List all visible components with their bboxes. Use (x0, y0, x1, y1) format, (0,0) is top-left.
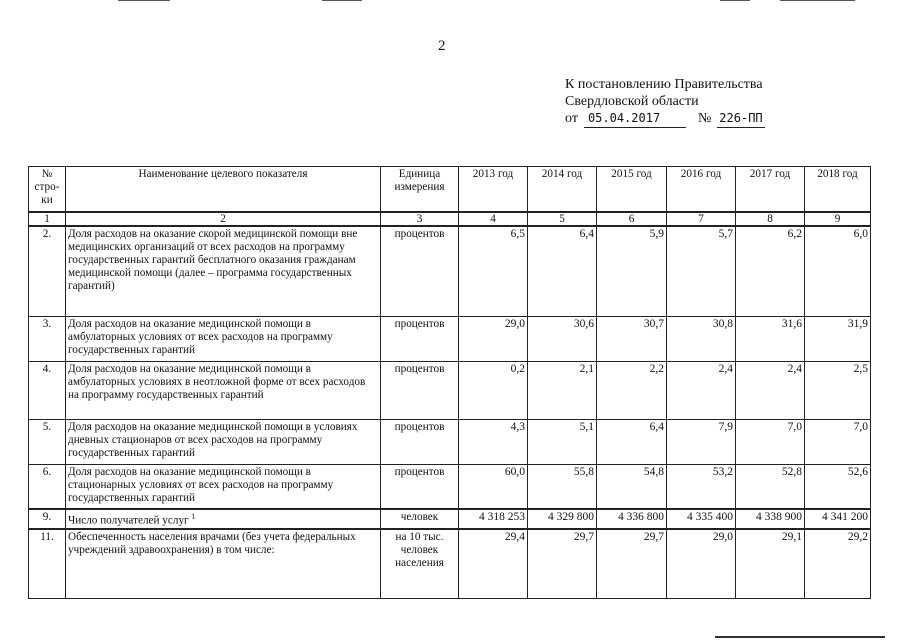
column-index: 2 (66, 212, 381, 226)
value-cell: 6,4 (597, 419, 667, 464)
row-number: 5. (29, 419, 66, 464)
value-cell: 2,4 (736, 361, 805, 419)
row-number: 11. (29, 529, 66, 599)
indicator-name: Доля расходов на оказание медицинской помощи в стационарных условиях от всех расходов на программу государственных гарантий (66, 464, 381, 509)
indicator-name-text: Число получателей услуг (68, 514, 189, 527)
value-cell: 7,0 (736, 419, 805, 464)
unit-cell: процентов (381, 361, 459, 419)
unit-cell: на 10 тыс. человек населения (381, 529, 459, 599)
row-number: 3. (29, 316, 66, 361)
scan-artifact (720, 0, 750, 1)
table-row (29, 361, 871, 419)
column-index: 7 (667, 212, 736, 226)
header-year-2017: 2017 год (736, 167, 805, 213)
value-cell: 4 318 253 (459, 509, 528, 529)
value-cell: 6,0 (805, 226, 871, 316)
value-cell: 60,0 (459, 464, 528, 509)
scan-artifact (322, 0, 362, 1)
value-cell: 2,1 (528, 361, 597, 419)
decree-line-2: Свердловской области (565, 94, 699, 109)
decree-number: 226-ПП (717, 110, 765, 128)
decree-date-line (565, 110, 765, 128)
value-cell: 6,2 (736, 226, 805, 316)
table-row (29, 509, 871, 529)
value-cell: 29,0 (459, 316, 528, 361)
value-cell: 54,8 (597, 464, 667, 509)
indicator-name: Доля расходов на оказание медицинской помощи в амбулаторных условиях в неотложной форме от всех расходов на программу государственных гарантий (66, 361, 381, 419)
value-cell: 4 336 800 (597, 509, 667, 529)
indicator-name: Доля расходов на оказание медицинской помощи в условиях дневных стационаров от всех расходов на программу государственных гарантий (66, 419, 381, 464)
row-number: 9. (29, 509, 66, 529)
value-cell: 30,6 (528, 316, 597, 361)
table-row (29, 226, 871, 316)
value-cell: 29,7 (528, 529, 597, 599)
column-index: 4 (459, 212, 528, 226)
value-cell: 4 341 200 (805, 509, 871, 529)
table-row (29, 419, 871, 464)
unit-cell: процентов (381, 316, 459, 361)
value-cell: 5,7 (667, 226, 736, 316)
date-prefix: от (565, 111, 578, 126)
unit-cell: процентов (381, 226, 459, 316)
indicator-name (66, 509, 381, 529)
value-cell: 29,1 (736, 529, 805, 599)
column-index: 3 (381, 212, 459, 226)
value-cell: 30,7 (597, 316, 667, 361)
value-cell: 5,1 (528, 419, 597, 464)
table-row (29, 529, 871, 599)
value-cell: 5,9 (597, 226, 667, 316)
value-cell: 31,6 (736, 316, 805, 361)
row-number: 6. (29, 464, 66, 509)
value-cell: 2,5 (805, 361, 871, 419)
indicator-name: Доля расходов на оказание медицинской помощи в амбулаторных условиях от всех расходов на программу государственных гарантий (66, 316, 381, 361)
header-year-2015: 2015 год (597, 167, 667, 213)
column-index-row (29, 212, 871, 226)
row-number: 2. (29, 226, 66, 316)
unit-cell: процентов (381, 464, 459, 509)
value-cell: 53,2 (667, 464, 736, 509)
column-index: 6 (597, 212, 667, 226)
value-cell: 7,0 (805, 419, 871, 464)
indicator-name: Доля расходов на оказание скорой медицинской помощи вне медицинских организаций от всех расходов на программу государственных гарантий бесплатного оказания гражданам медицинской помощи (далее – программа государственных гарантий) (66, 226, 381, 316)
decree-line-1: К постановлению Правительства (565, 77, 763, 92)
bottom-stroke (715, 636, 885, 638)
header-year-2018: 2018 год (805, 167, 871, 213)
footnote-mark: 1 (191, 512, 196, 521)
value-cell: 6,4 (528, 226, 597, 316)
number-label: № (697, 111, 712, 126)
decree-date: 05.04.2017 (584, 110, 686, 128)
value-cell: 29,0 (667, 529, 736, 599)
decree-reference (565, 76, 765, 128)
indicators-table (28, 166, 871, 599)
header-year-2014: 2014 год (528, 167, 597, 213)
value-cell: 6,5 (459, 226, 528, 316)
header-row-number: № стро-ки (29, 167, 66, 213)
value-cell: 30,8 (667, 316, 736, 361)
value-cell: 29,7 (597, 529, 667, 599)
scan-artifact (118, 0, 170, 1)
column-index: 5 (528, 212, 597, 226)
scan-artifact (780, 0, 855, 1)
column-index: 8 (736, 212, 805, 226)
value-cell: 29,2 (805, 529, 871, 599)
value-cell: 0,2 (459, 361, 528, 419)
value-cell: 31,9 (805, 316, 871, 361)
value-cell: 29,4 (459, 529, 528, 599)
indicator-name: Обеспеченность населения врачами (без учета федеральных учреждений здравоохранения) в том числе: (66, 529, 381, 599)
value-cell: 4 338 900 (736, 509, 805, 529)
page-number: 2 (438, 38, 446, 54)
value-cell: 4,3 (459, 419, 528, 464)
value-cell: 55,8 (528, 464, 597, 509)
table-header-row (29, 167, 871, 213)
value-cell: 2,4 (667, 361, 736, 419)
unit-cell: процентов (381, 419, 459, 464)
value-cell: 2,2 (597, 361, 667, 419)
value-cell: 52,6 (805, 464, 871, 509)
value-cell: 7,9 (667, 419, 736, 464)
header-year-2013: 2013 год (459, 167, 528, 213)
value-cell: 4 329 800 (528, 509, 597, 529)
table-row (29, 316, 871, 361)
header-unit: Единица измерения (381, 167, 459, 213)
column-index: 1 (29, 212, 66, 226)
table-row (29, 464, 871, 509)
unit-cell: человек (381, 509, 459, 529)
column-index: 9 (805, 212, 871, 226)
header-indicator-name: Наименование целевого показателя (66, 167, 381, 213)
value-cell: 52,8 (736, 464, 805, 509)
value-cell: 4 335 400 (667, 509, 736, 529)
header-year-2016: 2016 год (667, 167, 736, 213)
row-number: 4. (29, 361, 66, 419)
